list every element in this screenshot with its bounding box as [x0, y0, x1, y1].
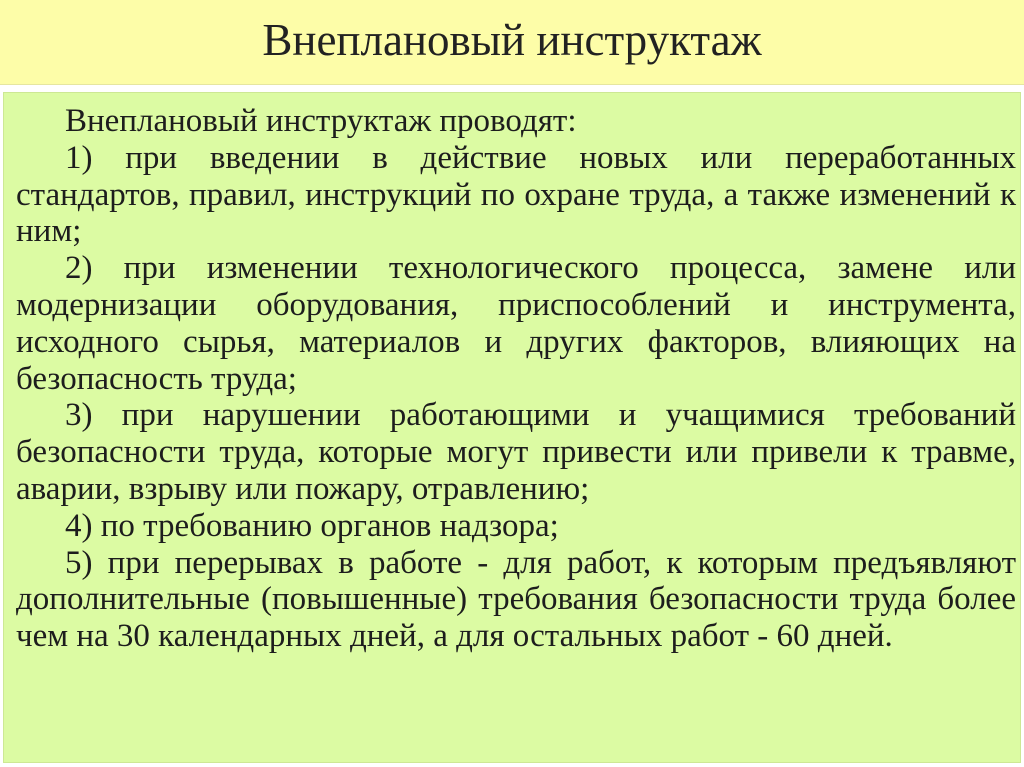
slide-title: Внеплановый инструктаж [262, 15, 762, 65]
list-item-4: 4) по требованию органов надзора; [65, 507, 559, 544]
list-item-1: 1) при введении в действие новых или переработанных стандартов, правил, инструкций по охране труда, а также изменений к ним; [16, 139, 1016, 250]
list-item-2: 2) при изменении технологического процесса, замене или модернизации оборудования, приспособлений и инструмента, исходного сырья, материалов и других факторов, влияющих на безопасность труда; [16, 250, 1016, 397]
content-text [16, 103, 1016, 655]
list-item-5: 5) при перерывах в работе - для работ, к которым предъявляют дополнительные (повышенные) требования безопасности труда более чем на 30 календарных дней, а для остальных работ - 60 дней. [16, 544, 1016, 655]
intro-line: Внеплановый инструктаж проводят: [65, 103, 577, 139]
title-bar [0, 0, 1024, 85]
content-box [3, 92, 1021, 763]
list-item-3: 3) при нарушении работающими и учащимися требований безопасности труда, которые могут привести или привели к травме, аварии, взрыву или пожару, отравлению; [16, 397, 1016, 507]
